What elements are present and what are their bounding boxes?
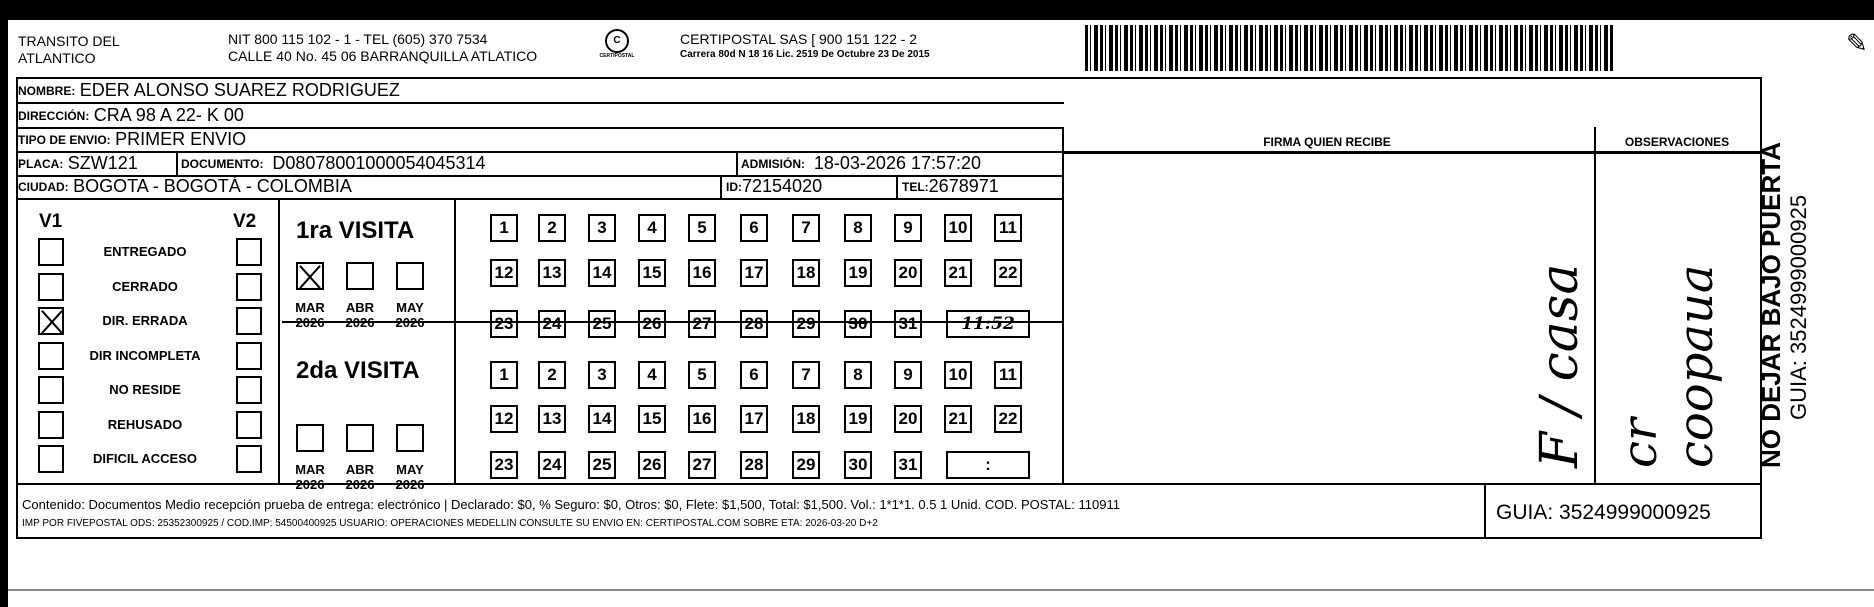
day-box[interactable]: 16 xyxy=(688,259,716,287)
day-box[interactable]: 24 xyxy=(538,310,566,338)
day-box[interactable]: 25 xyxy=(588,310,616,338)
day-box[interactable]: 29 xyxy=(792,310,820,338)
day-box[interactable]: 19 xyxy=(844,405,872,433)
time-box[interactable]: : xyxy=(946,451,1030,479)
month-label xyxy=(291,300,329,330)
month-checkbox[interactable] xyxy=(396,262,424,290)
header-address: NIT 800 115 102 - 1 - TEL (605) 370 7534 CALLE 40 No. 45 06 BARRANQUILLA ATLATICO xyxy=(228,31,538,64)
footer-guia: GUIA: 3524999000925 xyxy=(1496,501,1711,524)
day-box[interactable]: 18 xyxy=(792,405,820,433)
day-box[interactable]: 3 xyxy=(588,361,616,389)
scan-left-edge xyxy=(0,0,8,607)
day-box[interactable]: 19 xyxy=(844,259,872,287)
day-box[interactable]: 4 xyxy=(638,214,666,242)
v1-checkbox[interactable] xyxy=(38,273,64,301)
month-checkbox[interactable] xyxy=(346,424,374,452)
month-label xyxy=(391,462,429,492)
nombre-row: NOMBRE: EDER ALONSO SUAREZ RODRIGUEZ xyxy=(18,80,400,100)
admision-field: ADMISIÓN: 18-03-2026 17:57:20 xyxy=(741,153,982,173)
day-box[interactable]: 2 xyxy=(538,361,566,389)
month-year: 2026 xyxy=(295,315,325,330)
footer-content: Contenido: Documentos Medio recepción prueba de entrega: electrónico | Declarado: $0, % Seguro: $0, Otros: $0, Flete: $1,500, Total: $1,500. Vol.: 1*1*1. 0.5 1 Unid. COD. POSTAL: 110911 xyxy=(22,497,1120,512)
v2-checkbox[interactable] xyxy=(236,411,262,439)
day-box[interactable]: 12 xyxy=(490,405,518,433)
day-box[interactable]: 1 xyxy=(490,214,518,242)
barcode xyxy=(1085,25,1615,71)
day-box[interactable]: 30 xyxy=(844,310,872,338)
day-box[interactable]: 29 xyxy=(792,451,820,479)
day-box[interactable]: 5 xyxy=(688,361,716,389)
day-box[interactable]: 28 xyxy=(740,310,768,338)
month-label xyxy=(341,462,379,492)
day-box[interactable]: 18 xyxy=(792,259,820,287)
day-box[interactable]: 14 xyxy=(588,259,616,287)
second-visit-title: 2da VISITA xyxy=(296,357,420,384)
day-box[interactable]: 10 xyxy=(944,361,972,389)
status-label: CERRADO xyxy=(112,278,178,294)
status-label: DIR. ERRADA xyxy=(102,313,188,328)
day-box[interactable]: 1 xyxy=(490,361,518,389)
day-box[interactable]: 22 xyxy=(994,405,1022,433)
no-dejar-label: NO DEJAR BAJO PUERTA xyxy=(1756,141,1786,468)
month-year: 2026 xyxy=(345,315,375,330)
v2-header: V2 xyxy=(233,211,257,232)
day-box[interactable]: 5 xyxy=(688,214,716,242)
v1-checkbox[interactable] xyxy=(38,376,64,404)
side-guia-label: GUIA: 3524999000925 xyxy=(1786,194,1811,420)
v1-header: V1 xyxy=(39,211,63,232)
v2-checkbox[interactable] xyxy=(236,376,262,404)
day-box[interactable]: 31 xyxy=(894,310,922,338)
day-box[interactable]: 26 xyxy=(638,310,666,338)
month-checkbox[interactable] xyxy=(296,424,324,452)
month-year: 2026 xyxy=(345,477,375,492)
day-box[interactable]: 11 xyxy=(994,214,1022,242)
v2-checkbox[interactable] xyxy=(236,273,262,301)
day-box[interactable]: 10 xyxy=(944,214,972,242)
status-label: NO RESIDE xyxy=(109,382,181,397)
day-box[interactable]: 6 xyxy=(740,214,768,242)
day-box[interactable]: 4 xyxy=(638,361,666,389)
day-box[interactable]: 21 xyxy=(944,259,972,287)
month-name: MAY xyxy=(396,300,424,315)
handwritten-signature: F / casa xyxy=(1530,263,1590,468)
day-box[interactable]: 8 xyxy=(844,214,872,242)
month-year: 2026 xyxy=(395,477,425,492)
month-name: MAR xyxy=(295,462,325,477)
v2-checkbox[interactable] xyxy=(236,445,262,473)
day-box[interactable]: 13 xyxy=(538,259,566,287)
month-label xyxy=(291,462,329,492)
observaciones-header: OBSERVACIONES xyxy=(1624,135,1730,149)
day-box[interactable]: 22 xyxy=(994,259,1022,287)
month-name: ABR xyxy=(345,462,375,477)
day-box[interactable]: 20 xyxy=(894,405,922,433)
month-label xyxy=(391,300,429,330)
day-box[interactable]: 9 xyxy=(894,214,922,242)
day-box[interactable]: 14 xyxy=(588,405,616,433)
day-box[interactable]: 24 xyxy=(538,451,566,479)
v1-checkbox[interactable] xyxy=(38,342,64,370)
day-box[interactable]: 6 xyxy=(740,361,768,389)
month-name: MAR xyxy=(295,300,325,315)
status-label: ENTREGADO xyxy=(103,244,187,259)
day-box[interactable]: 7 xyxy=(792,214,820,242)
tel-field: TEL: 2678971 xyxy=(902,176,999,196)
day-box[interactable]: 17 xyxy=(740,259,768,287)
day-box[interactable]: 15 xyxy=(638,405,666,433)
month-checkbox[interactable] xyxy=(346,262,374,290)
day-box[interactable]: 31 xyxy=(894,451,922,479)
tipo-envio-row: TIPO DE ENVIO: PRIMER ENVIO xyxy=(18,129,247,149)
v1-checkbox[interactable] xyxy=(38,238,64,266)
scan-top-edge xyxy=(0,0,1874,20)
handwritten-observation: cr coopaua xyxy=(1612,264,1724,468)
v1-checkbox[interactable] xyxy=(38,411,64,439)
day-box[interactable]: 11 xyxy=(994,361,1022,389)
day-box[interactable]: 20 xyxy=(894,259,922,287)
month-checkbox[interactable] xyxy=(396,424,424,452)
v1-checkbox[interactable] xyxy=(38,307,64,335)
v2-checkbox[interactable] xyxy=(236,307,262,335)
day-box[interactable]: 23 xyxy=(490,310,518,338)
month-year: 2026 xyxy=(295,477,325,492)
day-box[interactable]: 27 xyxy=(688,451,716,479)
day-box[interactable]: 28 xyxy=(740,451,768,479)
day-box[interactable]: 26 xyxy=(638,451,666,479)
header-org: TRANSITO DEL ATLANTICO xyxy=(18,33,120,66)
bottom-cut-line xyxy=(8,589,1874,591)
day-box[interactable]: 17 xyxy=(740,405,768,433)
v2-checkbox[interactable] xyxy=(236,238,262,266)
status-label: DIR INCOMPLETA xyxy=(89,347,201,363)
month-year: 2026 xyxy=(395,315,425,330)
placa-field: PLACA: SZW121 xyxy=(18,153,138,173)
month-name: MAY xyxy=(396,462,424,477)
first-visit-title: 1ra VISITA xyxy=(296,217,415,244)
certipostal-logo: C CERTIPOSTAL xyxy=(594,29,640,59)
day-box[interactable]: 13 xyxy=(538,405,566,433)
day-box[interactable]: 3 xyxy=(588,214,616,242)
firma-header: FIRMA QUIEN RECIBE xyxy=(1263,135,1391,149)
day-box[interactable]: 7 xyxy=(792,361,820,389)
day-box[interactable]: 12 xyxy=(490,259,518,287)
day-box[interactable]: 15 xyxy=(638,259,666,287)
day-box[interactable]: 25 xyxy=(588,451,616,479)
day-box[interactable]: 27 xyxy=(688,310,716,338)
day-box[interactable]: 30 xyxy=(844,451,872,479)
month-name: ABR xyxy=(345,300,375,315)
month-label xyxy=(341,300,379,330)
status-label: DIFICIL ACCESO xyxy=(92,451,197,466)
time-box[interactable]: 11:52 xyxy=(946,310,1030,338)
ciudad-field: CIUDAD: BOGOTA - BOGOTÁ - COLOMBIA xyxy=(18,176,352,196)
documento-field: DOCUMENTO: D08078001000054045314 xyxy=(181,153,486,173)
header-company: CERTIPOSTAL SAS [ 900 151 122 - 2 Carrera 80d N 18 16 Lic. 2519 De Octubre 23 De 2015 xyxy=(680,31,930,60)
day-box[interactable]: 8 xyxy=(844,361,872,389)
v2-checkbox[interactable] xyxy=(236,342,262,370)
v1-checkbox[interactable] xyxy=(38,445,64,473)
day-box[interactable]: 2 xyxy=(538,214,566,242)
direccion-row: DIRECCIÓN: CRA 98 A 22- K 00 xyxy=(18,105,244,125)
footer-imp: IMP POR FIVEPOSTAL ODS: 25352300925 / COD.IMP: 54500400925 USUARIO: OPERACIONES MEDELLIN CONSULTE SU ENVIO EN: CERTIPOSTAL.COM SOBRE ETA: 2026-03-20 D+2 xyxy=(22,518,878,529)
day-box[interactable]: 9 xyxy=(894,361,922,389)
day-box[interactable]: 16 xyxy=(688,405,716,433)
id-field: ID: 72154020 xyxy=(726,176,823,196)
day-box[interactable]: 21 xyxy=(944,405,972,433)
status-label: REHUSADO xyxy=(107,416,183,432)
scan-mark: ✎ xyxy=(1846,28,1868,58)
day-box[interactable]: 23 xyxy=(490,451,518,479)
month-checkbox[interactable] xyxy=(296,262,324,290)
